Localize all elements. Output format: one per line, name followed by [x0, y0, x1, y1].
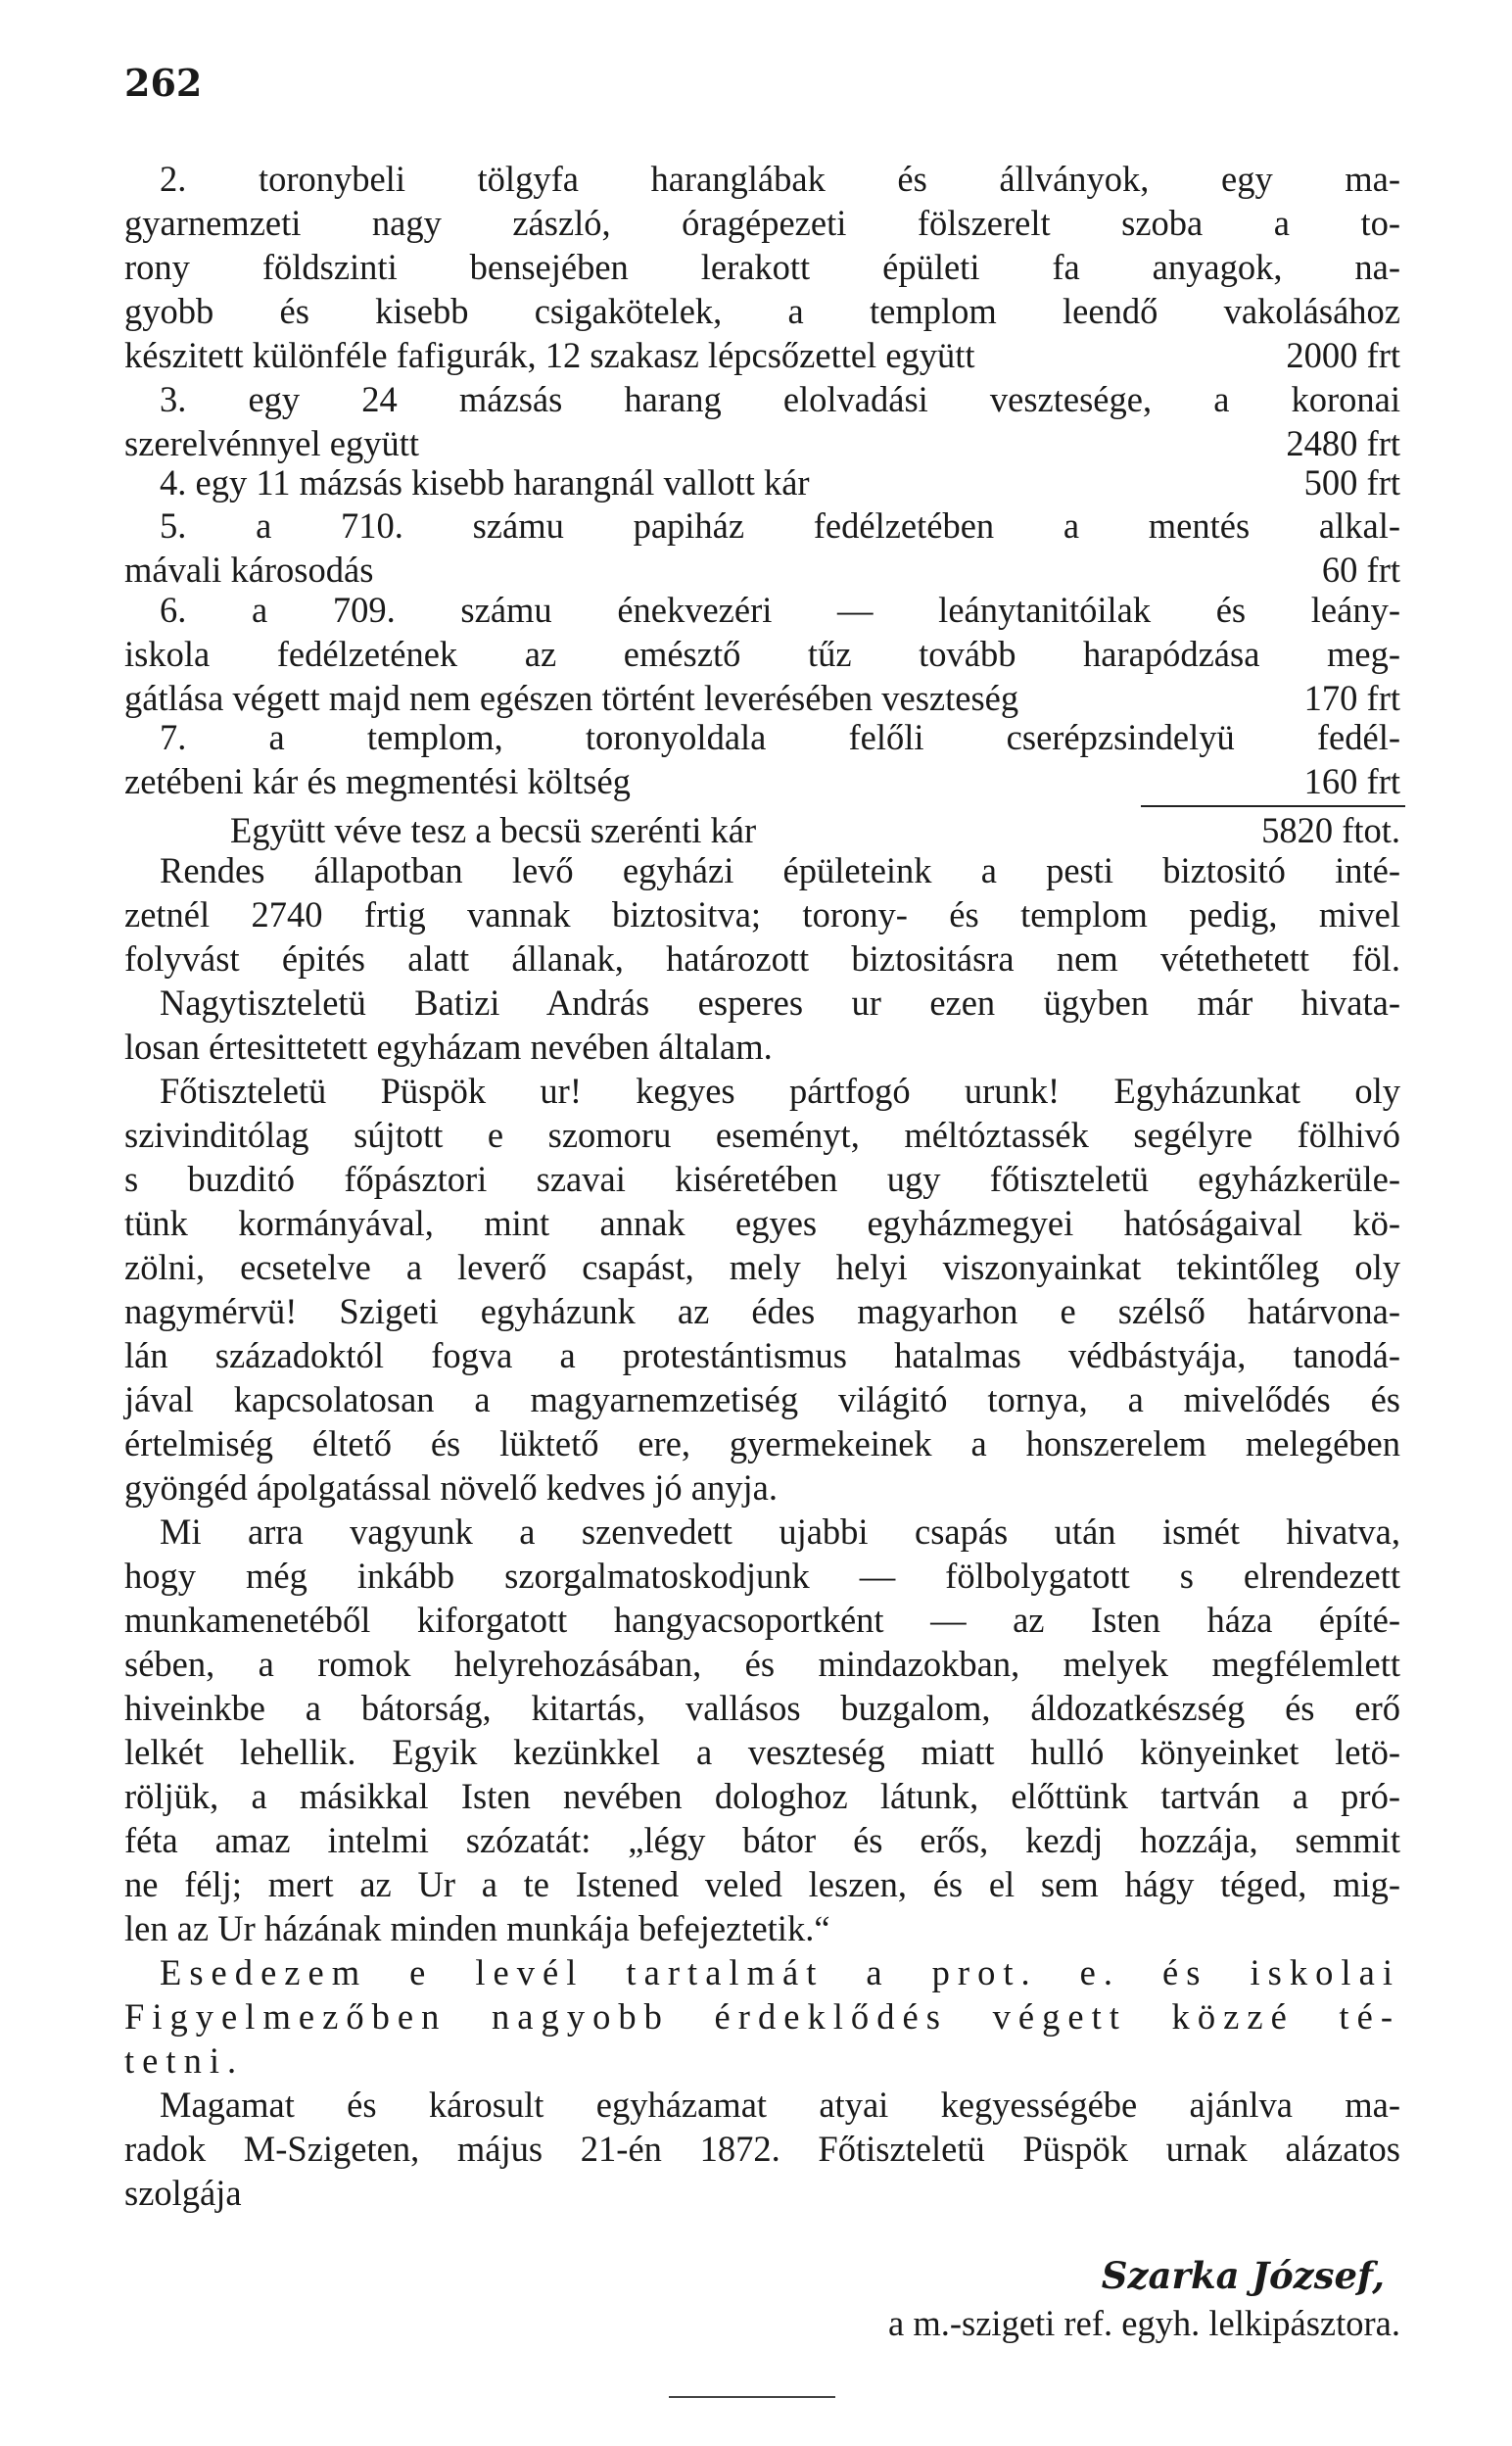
text-line: készitett különféle fafigurák, 12 szakasz lépcsőzettel együtt — [124, 335, 975, 375]
text-line: tünk kormányával, mint annak egyes egyházmegyei hatóságaival kö- — [124, 1203, 1400, 1243]
amount-row — [124, 548, 1400, 592]
signature-title: a m.-szigeti ref. egyh. lelkipásztora. — [888, 2303, 1400, 2343]
total-amount: 5820 ftot. — [1261, 810, 1400, 850]
text-line: Főtiszteletü Püspök ur! kegyes pártfogó urunk! Egyházunkat oly — [160, 1071, 1400, 1111]
damage-item-2 — [124, 157, 1400, 377]
text-line: len az Ur házának minden munkája befejeztetik.“ — [124, 1908, 830, 1948]
damage-item-5 — [124, 504, 1400, 592]
amount-value: 160 frt — [1303, 761, 1400, 801]
page-number: 262 — [124, 61, 203, 105]
amount-row — [124, 676, 1400, 720]
text-line: iskola fedélzetének az emésztő tűz tovább harapódzása meg- — [124, 634, 1400, 674]
text-line: szivinditólag sújtott e szomoru eseményt, méltóztassék segélyre fölhivó — [124, 1115, 1400, 1155]
signature-name: Szarka József, — [1101, 2254, 1385, 2297]
total-divider — [1141, 805, 1405, 807]
damage-item-3 — [124, 377, 1400, 465]
text-line: lán századoktól fogva a protestántismus hatalmas védbástyája, tanodá- — [124, 1335, 1400, 1375]
total-row — [230, 809, 1400, 853]
damage-item-7 — [124, 715, 1400, 803]
paragraph-dean — [124, 981, 1400, 1069]
text-line: gátlása végett majd nem egészen történt leverésében veszteség — [124, 678, 1019, 718]
text-line: 5. a 710. számu papiház fedélzetében a mentés alkal- — [160, 505, 1400, 546]
amount-row — [124, 460, 1400, 504]
text-line: 2. toronybeli tölgyfa haranglábak és állványok, egy ma- — [160, 159, 1400, 199]
text-line: zetébeni kár és megmentési költség — [124, 761, 631, 801]
damage-item-6 — [124, 588, 1400, 720]
amount-row — [124, 333, 1400, 377]
text-line: szolgája — [124, 2173, 242, 2213]
text-line: értelmiség éltető és lüktető ere, gyermekeinek a honszerelem melegében — [124, 1423, 1400, 1463]
text-line: tetni. — [124, 2040, 245, 2081]
text-line: Figyelmezőben nagyobb érdeklődés végett közzé té- — [124, 1996, 1400, 2037]
text-line: Rendes állapotban levő egyházi épületeink a pesti biztositó inté- — [160, 850, 1400, 890]
text-line: 3. egy 24 mázsás harang elolvadási vesztesége, a koronai — [160, 379, 1400, 419]
text-line: lelkét lehellik. Egyik kezünkkel a veszteség miatt hulló könyeinket letö- — [124, 1732, 1400, 1772]
text-line: Magamat és károsult egyházamat atyai kegyességébe ajánlva ma- — [160, 2085, 1400, 2125]
text-line: folyvást épités alatt állanak, határozott biztositásra nem vétethetett föl. — [124, 938, 1400, 979]
text-line: zölni, ecsetelve a leverő csapást, mely helyi viszonyainkat tekintőleg oly — [124, 1247, 1400, 1287]
amount-row — [124, 759, 1400, 803]
text-line: zetnél 2740 frtig vannak biztositva; torony- és templom pedig, mivel — [124, 894, 1400, 935]
text-line: jával kapcsolatosan a magyarnemzetiség világitó tornya, a mivelődés és — [124, 1379, 1400, 1419]
text-line: radok M-Szigeten, május 21-én 1872. Főtiszteletü Püspök urnak alázatos — [124, 2129, 1400, 2169]
closing-divider — [669, 2396, 835, 2398]
text-line: gyöngéd ápolgatással növelő kedves jó anyja. — [124, 1467, 778, 1508]
text-line: Esedezem e levél tartalmát a prot. e. és iskolai — [160, 1952, 1400, 1992]
text-line: s buzditó főpásztori szavai kiséretében ugy főtiszteletü egyházkerüle- — [124, 1159, 1400, 1199]
text-line: hiveinkbe a bátorság, kitartás, vallásos buzgalom, áldozatkészség és erő — [124, 1688, 1400, 1728]
text-line: gyarnemzeti nagy zászló, óragépezeti fölszerelt szoba a to- — [124, 203, 1400, 243]
text-line: Nagytiszteletü Batizi András esperes ur ezen ügyben már hivata- — [160, 983, 1400, 1023]
paragraph-insurance — [124, 848, 1400, 981]
amount-row — [124, 421, 1400, 465]
text-line: szerelvénnyel együtt — [124, 423, 420, 463]
total-label: Együtt véve tesz a becsü szerénti kár — [230, 810, 757, 850]
amount-value: 60 frt — [1321, 550, 1400, 590]
text-line: hogy még inkább szorgalmatoskodjunk — fölbolygatott s elrendezett — [124, 1556, 1400, 1596]
amount-value: 500 frt — [1303, 462, 1400, 503]
text-line: röljük, a másikkal Isten nevében dologhoz látunk, előttünk tartván a pró- — [124, 1776, 1400, 1816]
amount-value: 2000 frt — [1286, 335, 1400, 375]
text-line: 6. a 709. számu énekvezéri — leánytanitóilak és leány- — [160, 590, 1400, 630]
paragraph-closing — [124, 2083, 1400, 2215]
text-line: Mi arra vagyunk a szenvedett ujabbi csapás után ismét hivatva, — [160, 1511, 1400, 1552]
amount-value: 170 frt — [1303, 678, 1400, 718]
text-line: nagymérvü! Szigeti egyházunk az édes magyarhon e szélső határvona- — [124, 1291, 1400, 1331]
text-line: 4. egy 11 mázsás kisebb harangnál vallott kár — [160, 462, 810, 503]
text-line: sében, a romok helyrehozásában, és mindazokban, melyek megfélemlett — [124, 1644, 1400, 1684]
paragraph-rebuilding — [124, 1510, 1400, 1950]
amount-value: 2480 frt — [1286, 423, 1400, 463]
text-line: 7. a templom, toronyoldala felőli cserépzsindelyü fedél- — [160, 717, 1400, 757]
text-line: ne félj; mert az Ur a te Istened veled leszen, és el sem hágy téged, mig- — [124, 1864, 1400, 1904]
text-line: féta amaz intelmi szózatát: „légy bátor és erős, kezdj hozzája, semmit — [124, 1820, 1400, 1860]
text-line: losan értesittetett egyházam nevében általam. — [124, 1027, 773, 1067]
damage-item-4 — [124, 460, 1400, 504]
text-line: gyobb és kisebb csigakötelek, a templom leendő vakolásához — [124, 291, 1400, 331]
text-line: munkamenetéből kiforgatott hangyacsoportként — az Isten háza építé- — [124, 1600, 1400, 1640]
paragraph-publication-request — [124, 1950, 1400, 2083]
text-line: mávali károsodás — [124, 550, 374, 590]
paragraph-bishop-appeal — [124, 1069, 1400, 1510]
text-line: rony földszinti bensejében lerakott épületi fa anyagok, na- — [124, 247, 1400, 287]
